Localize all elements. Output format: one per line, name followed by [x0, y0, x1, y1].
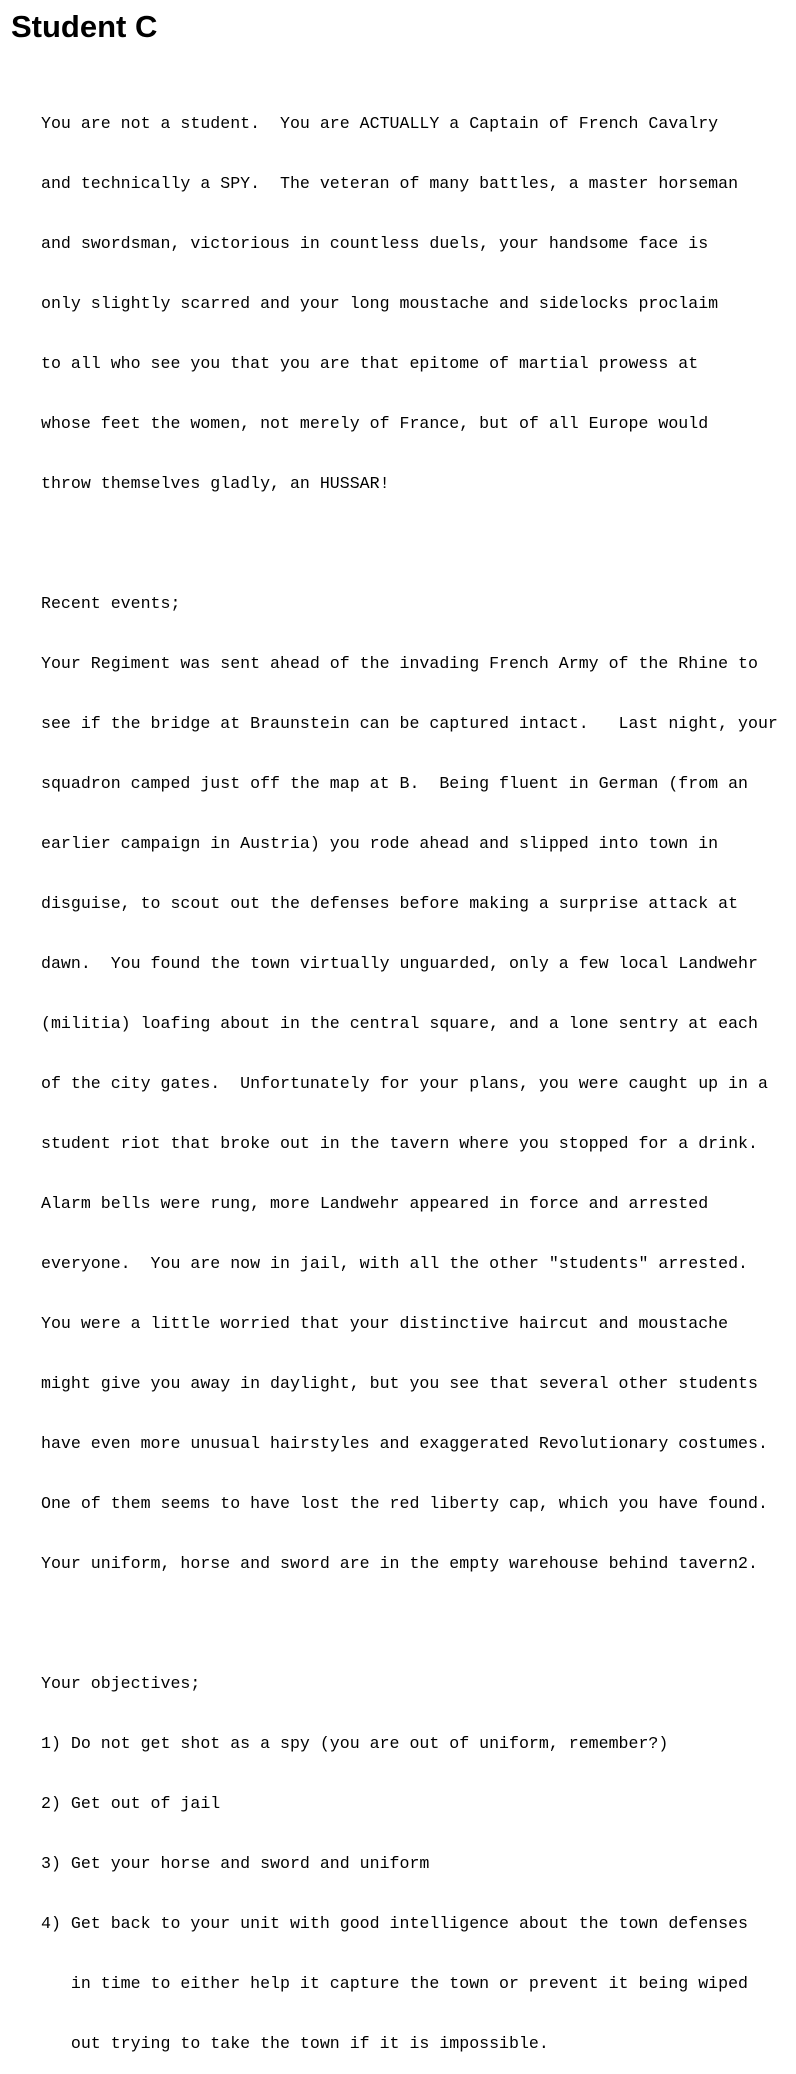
text-line: student riot that broke out in the tavern where you stopped for a drink.	[41, 1134, 758, 1153]
text-line: disguise, to scout out the defenses before making a surprise attack at	[41, 894, 739, 913]
text-line: (militia) loafing about in the central square, and a lone sentry at each	[41, 1014, 758, 1033]
section-heading-objectives: Your objectives;	[41, 1674, 201, 1693]
text-line: Alarm bells were rung, more Landwehr appeared in force and arrested	[41, 1194, 709, 1213]
text-line: Your uniform, horse and sword are in the empty warehouse behind tavern2.	[41, 1554, 758, 1573]
text-line: You were a little worried that your distinctive haircut and moustache	[41, 1314, 729, 1333]
objective-item: 1) Do not get shot as a spy (you are out of uniform, remember?)	[41, 1734, 669, 1753]
text-line: dawn. You found the town virtually unguarded, only a few local Landwehr	[41, 954, 758, 973]
text-line: earlier campaign in Austria) you rode ahead and slipped into town in	[41, 834, 719, 853]
text-line: and technically a SPY. The veteran of many battles, a master horseman	[41, 174, 739, 193]
text-line: and swordsman, victorious in countless duels, your handsome face is	[41, 234, 709, 253]
briefing-text	[41, 74, 778, 2074]
text-line: of the city gates. Unfortunately for your plans, you were caught up in a	[41, 1074, 768, 1093]
text-line: throw themselves gladly, an HUSSAR!	[41, 474, 390, 493]
text-line: might give you away in daylight, but you see that several other students	[41, 1374, 758, 1393]
section-heading-recent-events: Recent events;	[41, 594, 181, 613]
objective-item-continued: out trying to take the town if it is impossible.	[41, 2034, 549, 2053]
text-line: You are not a student. You are ACTUALLY a Captain of French Cavalry	[41, 114, 719, 133]
text-line: One of them seems to have lost the red liberty cap, which you have found.	[41, 1494, 768, 1513]
blank-line	[41, 534, 778, 554]
text-line: squadron camped just off the map at B. Being fluent in German (from an	[41, 774, 749, 793]
blank-line	[41, 1614, 778, 1634]
objective-item: 2) Get out of jail	[41, 1794, 221, 1813]
text-line: only slightly scarred and your long moustache and sidelocks proclaim	[41, 294, 719, 313]
text-line: to all who see you that you are that epitome of martial prowess at	[41, 354, 699, 373]
objective-item: 4) Get back to your unit with good intelligence about the town defenses	[41, 1914, 749, 1933]
page-title: Student C	[11, 9, 158, 44]
text-line: see if the bridge at Braunstein can be captured intact. Last night, your	[41, 714, 778, 733]
text-line: everyone. You are now in jail, with all the other "students" arrested.	[41, 1254, 749, 1273]
text-line: whose feet the women, not merely of France, but of all Europe would	[41, 414, 709, 433]
text-line: Your Regiment was sent ahead of the invading French Army of the Rhine to	[41, 654, 758, 673]
objective-item-continued: in time to either help it capture the town or prevent it being wiped	[41, 1974, 749, 1993]
objective-item: 3) Get your horse and sword and uniform	[41, 1854, 430, 1873]
text-line: have even more unusual hairstyles and exaggerated Revolutionary costumes.	[41, 1434, 768, 1453]
